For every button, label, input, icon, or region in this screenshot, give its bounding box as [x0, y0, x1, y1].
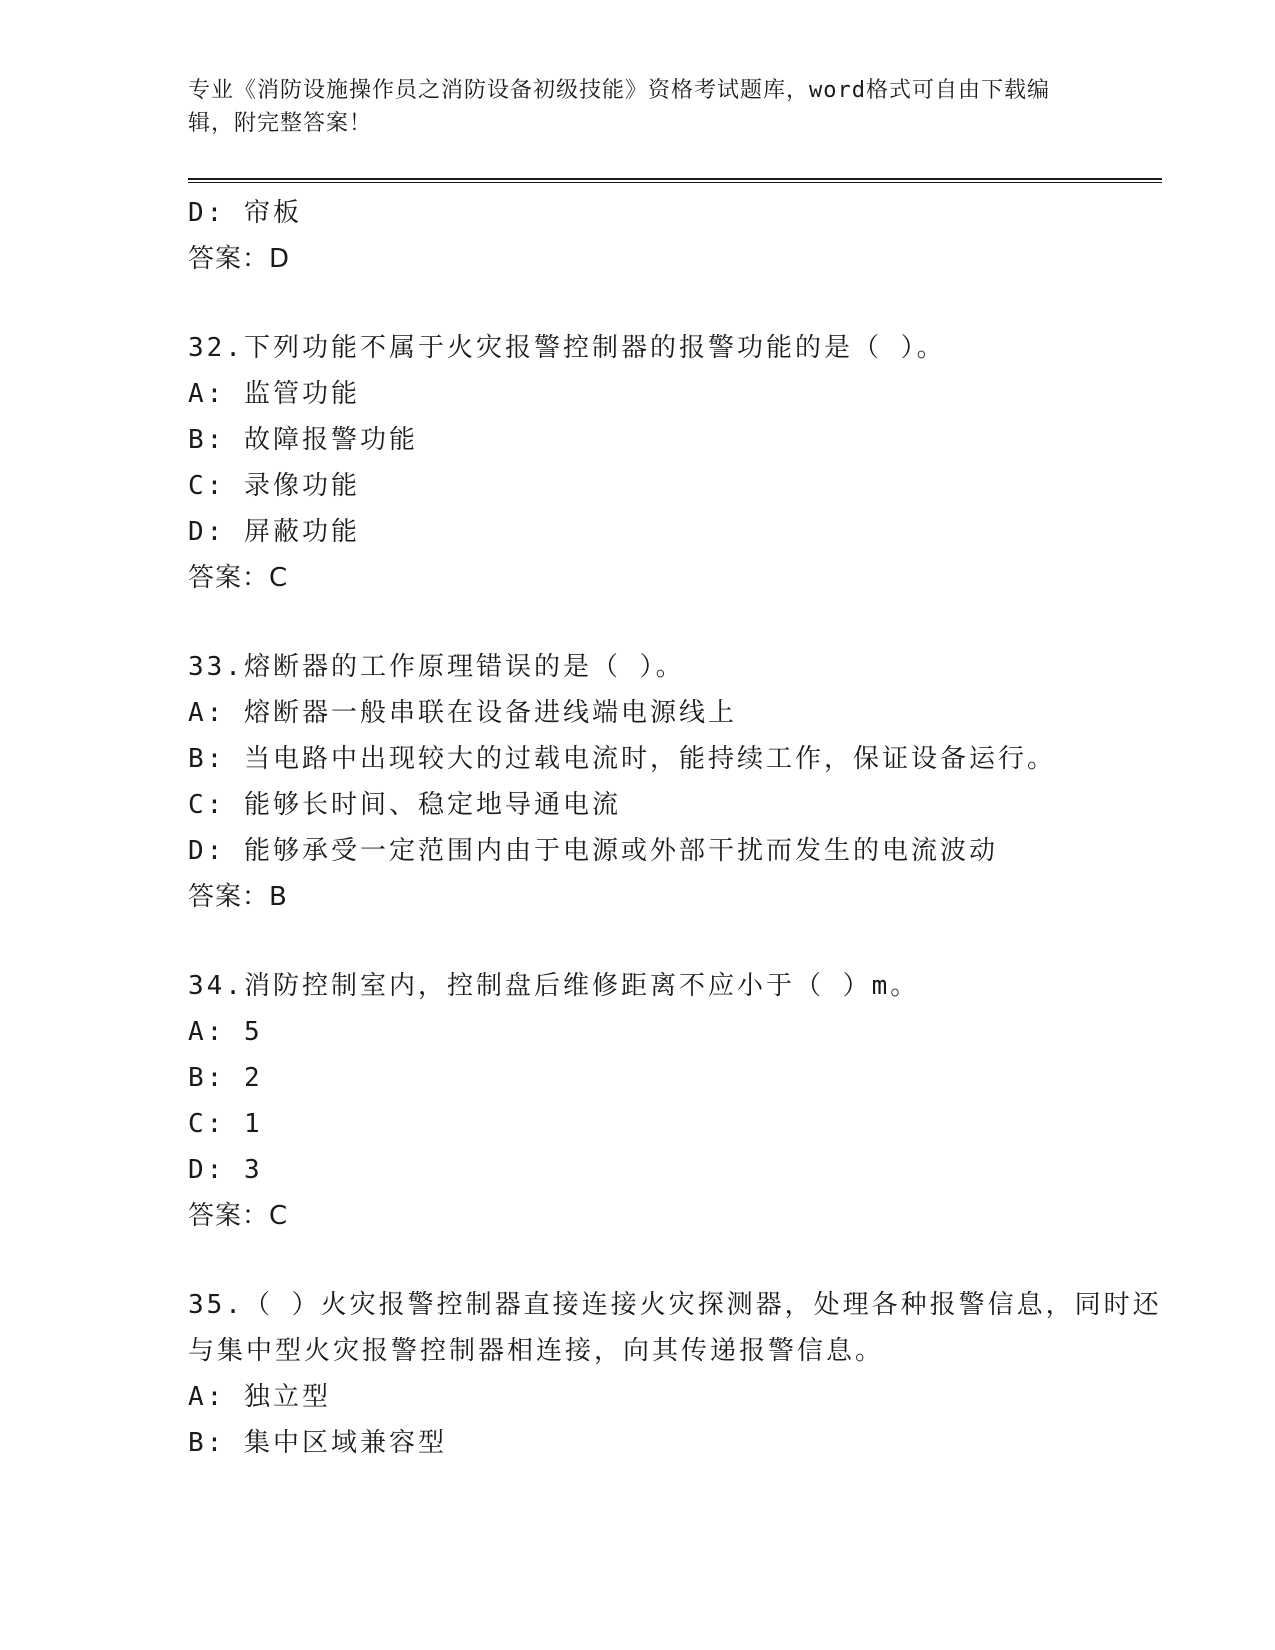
option-b: B: 2	[188, 1063, 263, 1093]
option-b: B: 故障报警功能	[188, 425, 418, 455]
option-a: A: 监管功能	[188, 379, 360, 409]
answer-line: 答案：D	[188, 244, 291, 274]
question-35	[188, 1282, 1168, 1466]
option-d: D: 帘板	[188, 198, 302, 228]
option-a: A: 5	[188, 1017, 263, 1047]
option-c: C: 录像功能	[188, 471, 360, 501]
question-stem: 33.熔断器的工作原理错误的是（ ）。	[188, 652, 685, 682]
option-d: D: 3	[188, 1155, 263, 1185]
question-stem: 35.（ ）火灾报警控制器直接连接火灾探测器，处理各种报警信息，同时还与集中型火灾报警控制器相连接，向其传递报警信息。	[188, 1290, 1162, 1366]
option-c: C: 1	[188, 1109, 263, 1139]
option-c: C: 能够长时间、稳定地导通电流	[188, 790, 621, 820]
answer-line: 答案：B	[188, 882, 288, 912]
question-33	[188, 644, 1168, 920]
question-stem: 32.下列功能不属于火灾报警控制器的报警功能的是（ ）。	[188, 333, 946, 363]
option-a: A: 熔断器一般串联在设备进线端电源线上	[188, 698, 737, 728]
question-stem: 34.消防控制室内，控制盘后维修距离不应小于（ ）m。	[188, 971, 920, 1001]
answer-line: 答案：C	[188, 563, 289, 593]
option-d: D: 屏蔽功能	[188, 517, 360, 547]
question-34	[188, 963, 1168, 1239]
option-b: B: 当电路中出现较大的过载电流时，能持续工作，保证设备运行。	[188, 744, 1056, 774]
answer-line: 答案：C	[188, 1201, 289, 1231]
option-a: A: 独立型	[188, 1382, 331, 1412]
question-32	[188, 325, 1168, 601]
page-header: 专业《消防设施操作员之消防设备初级技能》资格考试题库，word格式可自由下载编辑，附完整答案！	[188, 78, 1050, 136]
option-b: B: 集中区域兼容型	[188, 1428, 447, 1458]
question-content	[188, 190, 1168, 1466]
carryover-block	[188, 190, 1168, 282]
header-divider	[188, 178, 1162, 183]
option-d: D: 能够承受一定范围内由于电源或外部干扰而发生的电流波动	[188, 836, 998, 866]
